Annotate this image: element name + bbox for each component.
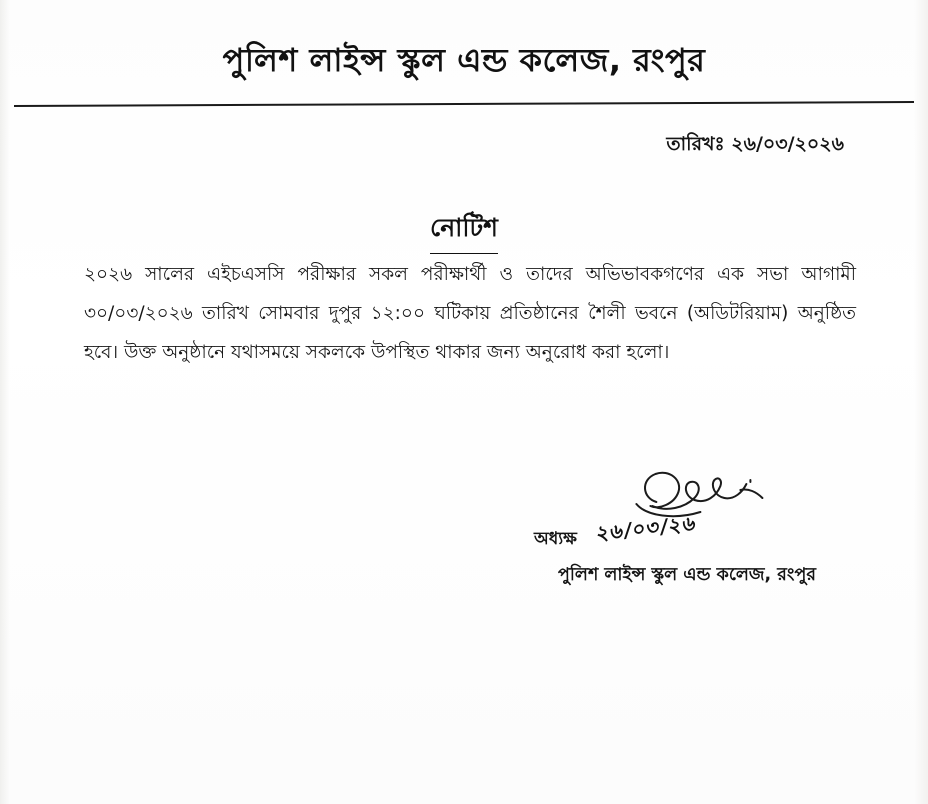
paper-edge-left xyxy=(0,0,10,804)
document-header xyxy=(0,40,928,80)
signature-organization: পুলিশ লাইন্স স্কুল এন্ড কলেজ, রংপুর xyxy=(558,565,816,585)
handwritten-date: ২৬/০৩/২৬ xyxy=(595,510,697,546)
notice-body xyxy=(84,256,856,373)
school-name-heading: পুলিশ লাইন্স স্কুল এন্ড কলেজ, রংপুর xyxy=(222,41,706,79)
signature-designation-row xyxy=(522,510,852,550)
paper-edge-right xyxy=(914,0,928,804)
date-line: তারিখঃ ২৬/০৩/২০২৬ xyxy=(666,133,844,155)
notice-body-paragraph: ২০২৬ সালের এইচএসসি পরীক্ষার সকল পরীক্ষার্থী ও তাদের অভিভাবকগণের এক সভা আগামী ৩০/০৩/২০২৬ তারিখ সোমবার দুপুর ১২:০০ ঘটিকায় প্রতিষ্ঠানের শৈলী ভবনে (অডিটরিয়াম) অনুষ্ঠিত হবে। উক্ত অনুষ্ঠানে যথাসময়ে সকলকে উপস্থিত থাকার জন্য অনুরোধ করা হলো। xyxy=(84,264,856,363)
header-divider xyxy=(14,101,914,107)
page-title xyxy=(0,208,928,254)
signature-designation: অধ্যক্ষ xyxy=(534,529,577,549)
signature-block xyxy=(522,462,852,591)
page-title-text: নোটিশ xyxy=(430,208,498,254)
